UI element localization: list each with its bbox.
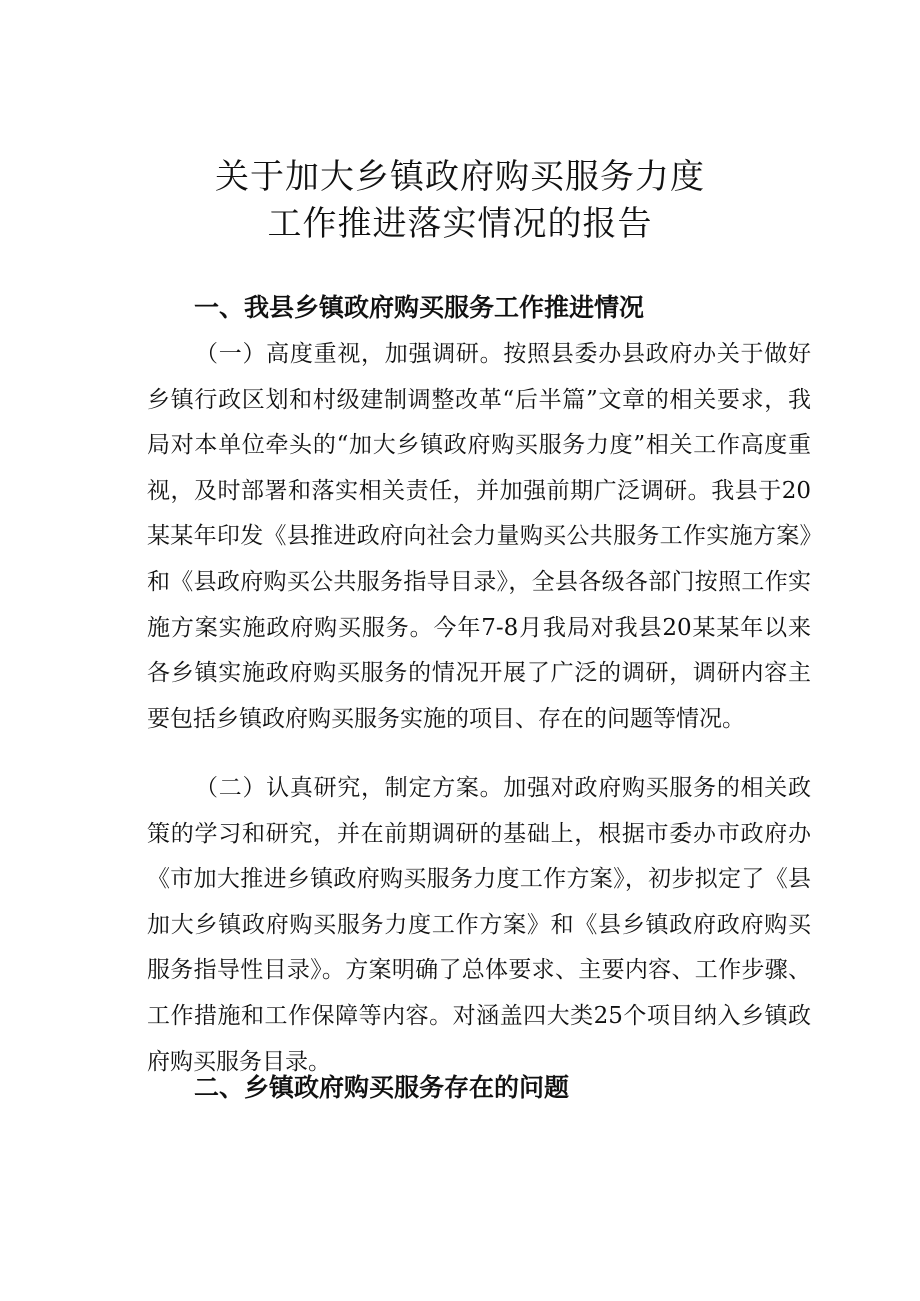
document-title-line-1: 关于加大乡镇政府购买服务力度 (215, 157, 705, 197)
paragraph-1: （一）高度重视，加强调研。按照县委办县政府办关于做好乡镇行政区划和村级建制调整改革“后半篇”文章的相关要求，我局对本单位牵头的“加大乡镇政府购买服务力度”相关工作高度重视，及时部署和落实相关责任，并加强前期广泛调研。我县于20某某年印发《县推进政府向社会力量购买公共服务工作实施方案》和《县政府购买公共服务指导目录》，全县各级各部门按照工作实施方案实施政府购买服务。今年7-8月我局对我县20某某年以来各乡镇实施政府购买服务的情况开展了广泛的调研，调研内容主要包括乡镇政府购买服务实施的项目、存在的问题等情况。 (147, 341, 811, 732)
section-2-heading: 二、乡镇政府购买服务存在的问题 (194, 1073, 570, 1102)
paragraph-2: （二）认真研究，制定方案。加强对政府购买服务的相关政策的学习和研究，并在前期调研的基础上，根据市委办市政府办《市加大推进乡镇政府购买服务力度工作方案》，初步拟定了《县加大乡镇政府购买服务力度工作方案》和《县乡镇政府政府购买服务指导性目录》。方案明确了总体要求、主要内容、工作步骤、工作措施和工作保障等内容。对涵盖四大类25个项目纳入乡镇政府购买服务目录。 (147, 775, 811, 1075)
document-title-line-2: 工作推进落实情况的报告 (267, 204, 653, 244)
section-1-heading: 一、我县乡镇政府购买服务工作推进情况 (194, 293, 645, 322)
